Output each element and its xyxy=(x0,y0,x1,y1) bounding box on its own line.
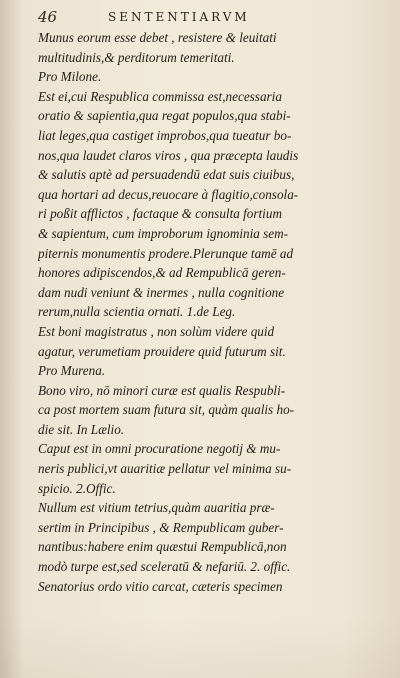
text-line: dam nudi veniunt & inermes , nulla cognitione xyxy=(38,284,285,300)
text-line: qua hortari ad decus,reuocare à flagitio,consola- xyxy=(38,186,299,202)
page-number: 46 xyxy=(38,8,58,26)
text-line: Est ei,cui Respublica commissa est,necessaria xyxy=(38,88,282,104)
text-line: ca post mortem suam futura sit, quàm qualis ho- xyxy=(38,402,295,418)
text-line: & salutis aptè ad persuadendū edat suis ciuibus, xyxy=(38,167,295,183)
text-line: piternis monumentis prodere.Plerunque tamē ad xyxy=(38,245,294,261)
text-line: Est boni magistratus , non solùm videre quid xyxy=(38,323,275,339)
text-line: spicio. 2.Offic. xyxy=(38,480,116,496)
text-line: honores adipiscendos,& ad Rempublicā geren- xyxy=(38,265,286,281)
text-line: & sapientum, cum improborum ignominia sem- xyxy=(38,225,289,241)
text-line: nos,qua laudet claros viros , qua præcepta laudis xyxy=(38,147,299,163)
text-line: Nullum est vitium tetrius,quàm auaritia præ- xyxy=(38,500,275,516)
text-line: ri poßit afflictos , factaque & consulta fortium xyxy=(38,206,282,222)
page-edge-shadow xyxy=(0,618,400,678)
text-line: agatur, verumetiam prouidere quid futurum sit. xyxy=(38,343,286,359)
text-line: liat leges,qua castiget improbos,qua tueatur bo- xyxy=(38,127,292,143)
text-line: sertim in Principibus , & Rempublicam guber- xyxy=(38,519,284,535)
text-line: Pro Milone. xyxy=(38,69,102,85)
running-head: SENTENTIARVM xyxy=(108,10,250,24)
text-line: neris publici,vt auaritiæ pellatur vel minima su- xyxy=(38,461,292,477)
text-line: Caput est in omni procuratione negotij & mu- xyxy=(38,441,281,457)
text-line: nantibus:habere enim quæstui Rempublicā,non xyxy=(38,539,287,555)
text-line: modò turpe est,sed sceleratū & nefariū. 2. offic. xyxy=(38,559,291,575)
text-line: Munus eorum esse debet , resistere & leuitati xyxy=(38,30,277,45)
text-line: rerum,nulla scientia ornati. 1.de Leg. xyxy=(38,304,236,320)
text-line: Senatorius ordo vitio carcat, cæteris specimen xyxy=(38,578,283,594)
text-line: die sit. In Lælio. xyxy=(38,421,125,437)
body-text xyxy=(38,28,383,596)
page-header xyxy=(38,8,383,30)
text-line: Bono viro, nō minori curæ est qualis Respubli- xyxy=(38,382,286,398)
text-line: oratio & sapientia,qua regat populos,qua stabi- xyxy=(38,108,291,124)
text-line: multitudinis,& perditorum temeritati. xyxy=(38,49,235,65)
text-line: Pro Murena. xyxy=(38,363,106,379)
